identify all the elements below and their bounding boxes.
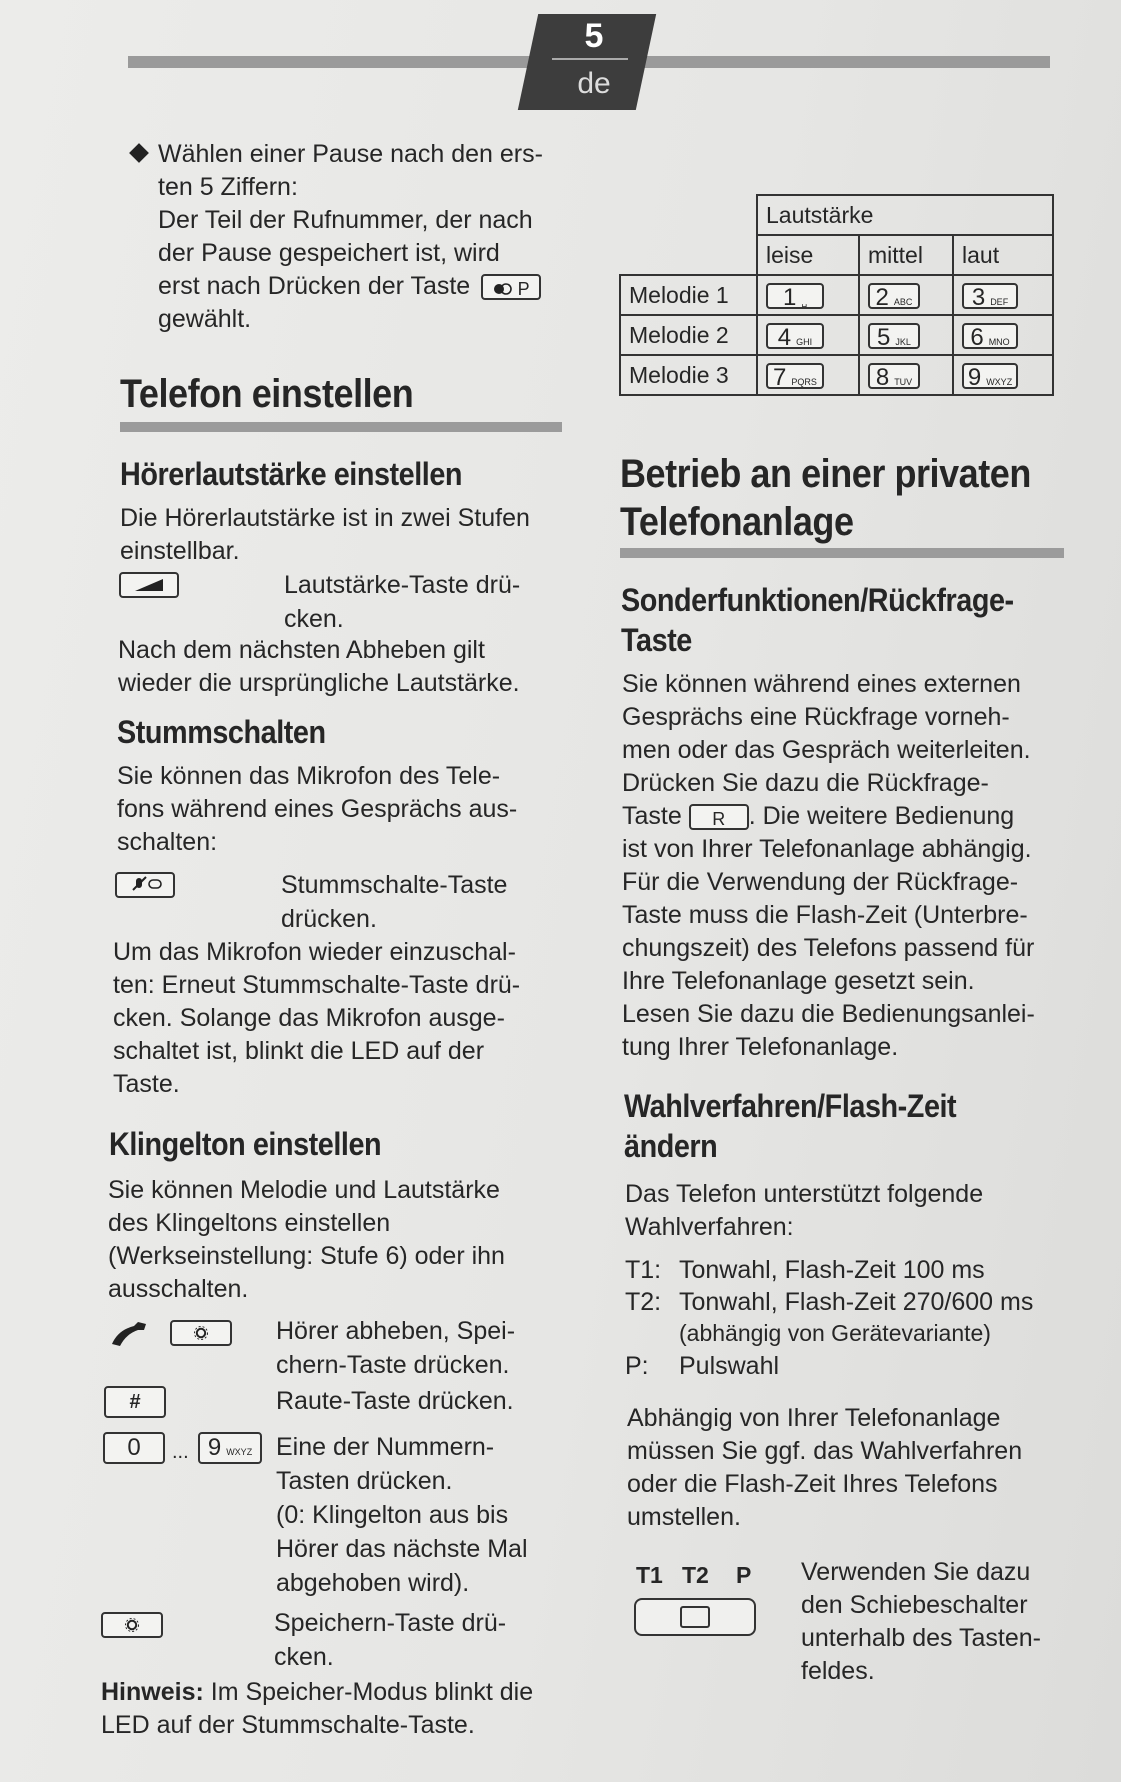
pause-key [481,274,541,300]
title-line: Taste [621,622,692,658]
text-line: fons während eines Gesprächs aus- [117,795,518,823]
text-line: Hörer das nächste Mal [276,1535,528,1563]
text-line: chungszeit) des Telefons passend für [622,934,1035,962]
volume-key [119,572,179,598]
volume-wedge-icon [129,577,169,593]
mode-value: Tonwahl, Flash-Zeit 270/600 ms [679,1288,1034,1316]
text-line: Eine der Nummern- [276,1433,495,1461]
digit-key-3 [962,283,1018,309]
table-row [620,275,1053,315]
store-key [101,1612,163,1638]
text-line: Gesprächs eine Rückfrage vorneh- [622,703,1010,731]
text-line: unterhalb des Tasten- [801,1624,1041,1652]
subsection-hoererlautstaerke: Hörerlautstärke einstellen [120,456,463,492]
mode-key: T2: [625,1288,662,1316]
step-description [281,868,507,936]
zero-key [103,1432,165,1464]
bullet-line: ten 5 Ziffern: [158,173,298,201]
nine-key-label: 9 [207,1434,222,1461]
text-line: oder die Flash-Zeit Ihres Telefons [627,1470,998,1498]
table-corner [620,235,757,275]
paragraph [622,668,1092,1064]
title-line: Sonderfunktionen/Rückfrage- [621,582,1014,618]
recall-key-label: R [712,809,726,830]
paragraph [118,634,588,700]
text-line: abgehoben wird). [276,1569,470,1597]
language-label: de [577,67,611,100]
text-line: men oder das Gespräch weiterleiten. [622,736,1031,764]
dial-mode-item [625,1320,1095,1352]
paragraph [801,1556,1091,1688]
key-digit: 9 [967,363,982,391]
step-description [276,1430,528,1600]
paragraph [627,1402,1087,1534]
slide-switch-knob [680,1606,710,1628]
dial-mode-item [625,1288,1095,1320]
text-line-with-key [622,800,1092,833]
mute-microphone-icon [125,875,165,893]
step-description [284,568,520,636]
key-letters: JKL [895,336,911,347]
switch-label-p: P [736,1562,752,1588]
digit-key-7 [766,363,824,389]
key-digit: 8 [875,363,890,391]
page-number: 5 [584,17,604,55]
text-line: feldes. [801,1657,875,1685]
digit-key-9 [962,363,1018,389]
text-line: (0: Klingelton aus bis [276,1501,509,1529]
record-icon [493,283,513,295]
text-line: Um das Mikrofon wieder einzuschal- [113,938,516,966]
header-tab-divider [552,58,628,60]
key-letters: PQRS [791,376,817,387]
key-digit: 2 [875,283,889,311]
text-line: wieder die ursprüngliche Lautstärke. [118,669,520,697]
paragraph [120,502,580,568]
text-line: tung Ihrer Telefonanlage. [622,1033,899,1061]
digit-key-6 [962,323,1018,349]
text-line: Tasten drücken. [276,1467,453,1495]
mode-value: (abhängig von Gerätevariante) [679,1320,991,1346]
mode-key: T1: [625,1256,662,1284]
text-line: chern-Taste drücken. [276,1351,510,1379]
row-label: Melodie 1 [620,275,757,315]
text-line: Die Hörerlautstärke ist in zwei Stufen [120,504,530,532]
gear-icon [193,1325,209,1341]
zero-key-label: 0 [127,1434,141,1461]
table-cell [859,275,953,315]
text-line: Ihre Telefonanlage gesetzt sein. [622,967,975,995]
digit-key-1 [766,283,824,309]
text-line: Lesen Sie dazu die Bedienungsanlei- [622,1000,1035,1028]
text-line: Das Telefon unterstützt folgende [625,1180,984,1208]
table-cell [859,315,953,355]
text-line: Für die Verwendung der Rückfrage- [622,868,1019,896]
bullet-line-with-key [158,270,578,303]
section-rule [120,422,562,432]
paragraph [117,760,577,859]
text-line: den Schiebeschalter [801,1591,1028,1619]
col-laut: laut [953,235,1053,275]
text-line: müssen Sie ggf. das Wahlverfahren [627,1437,1023,1465]
text-line: ten: Erneut Stummschalte-Taste drü- [113,971,521,999]
table-header-row [620,195,1053,235]
table-cell [953,315,1053,355]
text-line: Taste muss die Flash-Zeit (Unterbre- [622,901,1028,929]
hash-key [104,1386,166,1418]
title-line: Wahlverfahren/Flash-Zeit [624,1088,957,1124]
key-digit: 7 [773,363,787,391]
key-letters: TUV [894,376,913,387]
digit-key-8 [868,363,920,389]
text-line: einstellbar. [120,537,240,565]
bullet-title: Wählen einer Pause nach den ers- [158,140,543,168]
table-corner [620,195,757,235]
subsection-wahlverfahren [624,1086,956,1166]
bullet-line: gewählt. [158,305,252,333]
key-letters: WXYZ [986,376,1013,387]
text-line: Nach dem nächsten Abheben gilt [118,636,485,664]
text-line: cken. [284,605,344,633]
switch-label-t1: T1 [636,1562,663,1588]
text-line: ausschalten. [108,1275,249,1303]
table-cell [859,355,953,395]
text-line: cken. [274,1643,334,1671]
header-rule-right [640,56,1050,68]
dial-mode-item [625,1352,1095,1384]
key-letters: GHI [796,336,813,347]
key-letters: DEF [990,296,1009,307]
text-line: Sie können Melodie und Lautstärke [108,1176,500,1204]
text-line: cken. Solange das Mikrofon ausge- [113,1004,505,1032]
table-row [620,355,1053,395]
text-line: schaltet ist, blinkt die LED auf der [113,1037,485,1065]
bullet-diamond-icon [129,143,149,163]
note-line [101,1676,581,1709]
key-digit: 6 [970,323,984,351]
paragraph [108,1174,578,1306]
text-line: Taste. [113,1070,180,1098]
table-cell [757,315,859,355]
note-line: LED auf der Stummschalte-Taste. [101,1711,475,1739]
dial-mode-item [625,1256,1095,1288]
mode-key: P: [625,1352,649,1380]
title-line: ändern [624,1128,718,1164]
ringtone-volume-table [619,194,1054,396]
text-line: (Werkseinstellung: Stufe 6) oder ihn [108,1242,505,1270]
table-row [620,315,1053,355]
text-line: Speichern-Taste drü- [274,1609,507,1637]
switch-position-labels [636,1562,751,1589]
mode-value: Pulswahl [679,1352,780,1380]
text-line: Sie können während eines externen [622,670,1021,698]
text-line: des Klingeltons einstellen [108,1209,391,1237]
pause-key-label: P [517,279,530,300]
text-line: Hörer abheben, Spei- [276,1317,516,1345]
text-line: Lautstärke-Taste drü- [284,571,521,599]
note [101,1676,581,1742]
section-title-betrieb [620,450,1031,546]
paragraph [625,1178,1085,1244]
mode-value: Tonwahl, Flash-Zeit 100 ms [679,1256,985,1284]
text-fragment: . Die weitere Bedienung [748,802,1015,830]
key-letters: MNO [988,336,1010,347]
dial-mode-list [625,1256,1095,1384]
nine-key [198,1432,262,1464]
key-digit: 4 [777,323,792,351]
text-line: ist von Ihrer Telefonanlage abhängig. [622,835,1032,863]
bullet-paragraph [158,138,578,336]
text-line: Drücken Sie dazu die Rückfrage- [622,769,989,797]
nine-key-letters: WXYZ [226,1447,253,1457]
subsection-klingelton: Klingelton einstellen [109,1126,382,1162]
key-letters: ␣ [801,296,808,307]
text-line: Stummschalte-Taste [281,871,508,899]
table-cell [953,355,1053,395]
hash-key-label: # [129,1391,141,1413]
text-line: drücken. [281,905,377,933]
row-label: Melodie 3 [620,355,757,395]
title-line: Betrieb an einer privaten [620,452,1031,496]
text-line: Abhängig von Ihrer Telefonanlage [627,1404,1001,1432]
step-description [276,1384,514,1418]
bullet-line: erst nach Drücken der Taste [158,272,471,300]
bullet-line: der Pause gespeichert ist, wird [158,239,500,267]
header-rule-left [128,56,538,68]
table-cell [757,275,859,315]
table-header-lautstaerke: Lautstärke [757,195,1053,235]
switch-label-t2: T2 [682,1562,709,1588]
key-digit: 1 [782,283,797,311]
text-line: Wahlverfahren: [625,1213,794,1241]
recall-key [689,804,749,830]
step-description [274,1606,506,1674]
section-rule [620,548,1064,558]
key-letters: ABC [893,296,913,307]
digit-key-5 [868,323,920,349]
col-leise: leise [757,235,859,275]
store-key [170,1320,232,1346]
subsection-sonderfunktionen [621,580,1014,660]
key-digit: 3 [971,283,986,311]
paragraph [113,936,583,1101]
title-line: Telefonanlage [620,500,854,544]
table-subheader-row [620,235,1053,275]
table-cell [757,355,859,395]
subsection-stummschalten: Stummschalten [117,714,326,750]
row-label: Melodie 2 [620,315,757,355]
key-range-ellipsis: ... [172,1441,189,1463]
note-label: Hinweis: [101,1678,204,1706]
text-line: umstellen. [627,1503,741,1531]
section-title-telefon: Telefon einstellen [120,372,414,416]
text-line: schalten: [117,828,218,856]
table-cell [953,275,1053,315]
step-description [276,1314,515,1382]
slide-switch-icon [634,1598,756,1636]
key-digit: 5 [877,323,891,351]
text-line: Raute-Taste drücken. [276,1387,514,1415]
text-fragment: Taste [622,802,682,830]
text-line: Sie können das Mikrofon des Tele- [117,762,501,790]
note-text: Im Speicher-Modus blinkt die [203,1678,534,1706]
bullet-line: Der Teil der Rufnummer, der nach [158,206,533,234]
digit-key-4 [766,323,824,349]
text-line: Verwenden Sie dazu [801,1558,1031,1586]
gear-icon [124,1617,140,1633]
handset-icon [108,1318,154,1348]
col-mittel: mittel [859,235,953,275]
digit-key-2 [868,283,920,309]
mute-key [115,872,175,898]
